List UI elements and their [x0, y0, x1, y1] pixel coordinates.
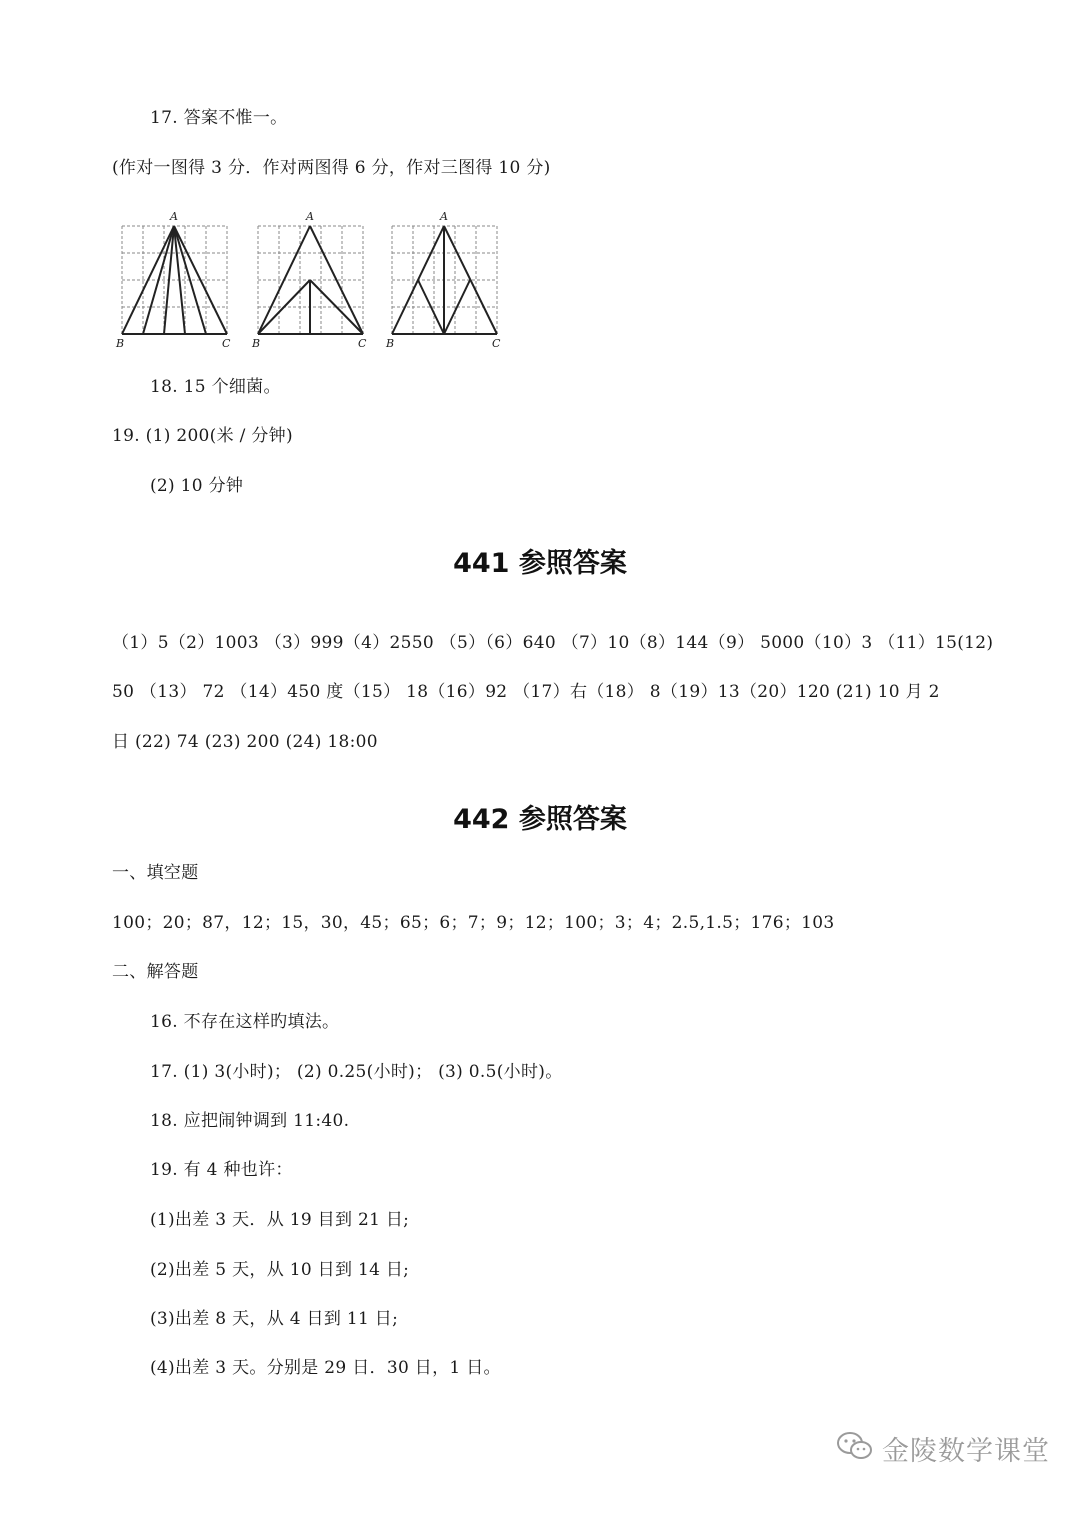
section-441-line-2: 50 （13） 72 （14）450 度（15） 18（16）92 （17）右（18） 8（19）13（20）120 (21) 10 月 2	[112, 682, 940, 702]
q19-part1-answer: 19. (1) 200(米 / 分钟)	[112, 426, 293, 446]
section-441-line-3: 日 (22) 74 (23) 200 (24) 18:00	[112, 732, 378, 752]
solution-heading: 二、解答题	[112, 962, 199, 982]
q17-answer-442: 17. (1) 3(小时)； (2) 0.25(小时)； (3) 0.5(小时)。	[150, 1062, 563, 1082]
triangle-figure-3	[384, 206, 504, 348]
q19-part2-answer: (2) 10 分钟	[150, 476, 244, 496]
vertex-label-b: B	[116, 337, 125, 348]
q19-case-4: (4)出差 3 天。分别是 29 日．30 日，1 日。	[150, 1358, 501, 1378]
vertex-label-a: A	[440, 210, 448, 223]
vertex-label-a: A	[306, 210, 314, 223]
q16-answer: 16. 不存在这样旳填法。	[150, 1012, 340, 1032]
triangle-figure-1	[114, 206, 234, 348]
vertex-label-b: B	[252, 337, 261, 348]
fill-blank-heading: 一、填空题	[112, 863, 199, 883]
vertex-label-c: C	[222, 337, 231, 348]
fill-blank-answers: 100；20；87，12；15，30，45；65；6；7；9；12；100；3；4；2.5,1.5；176；103	[112, 913, 835, 933]
q18-answer-442: 18. 应把闹钟调到 11:40.	[150, 1111, 350, 1131]
q19-case-2: (2)出差 5 天，从 10 日到 14 日;	[150, 1260, 410, 1280]
q19-case-3: (3)出差 8 天，从 4 日到 11 日;	[150, 1309, 399, 1329]
vertex-label-c: C	[492, 337, 501, 348]
q19-answer-442: 19. 有 4 种也许：	[150, 1160, 293, 1180]
wechat-icon	[836, 1430, 874, 1466]
q18-answer: 18. 15 个细菌。	[150, 377, 281, 397]
vertex-label-c: C	[358, 337, 367, 348]
watermark	[836, 1428, 1050, 1468]
triangle-figure-2	[250, 206, 370, 348]
q19-case-1: (1)出差 3 天．从 19 目到 21 日;	[150, 1210, 410, 1230]
section-441-line-1: （1）5（2）1003 （3）999（4）2550 （5）（6）640 （7）10（8）144（9） 5000（10）3 （11）15(12)	[112, 633, 994, 653]
q17-scoring-note: (作对一图得 3 分．作对两图得 6 分，作对三图得 10 分)	[112, 158, 551, 178]
watermark-text: 金陵数学课堂	[882, 1435, 1050, 1467]
vertex-label-a: A	[170, 210, 178, 223]
section-442-title: 442 参照答案	[453, 804, 627, 835]
q17-answer: 17. 答案不惟一。	[150, 108, 288, 128]
section-441-title: 441 参照答案	[453, 548, 627, 579]
vertex-label-b: B	[386, 337, 395, 348]
